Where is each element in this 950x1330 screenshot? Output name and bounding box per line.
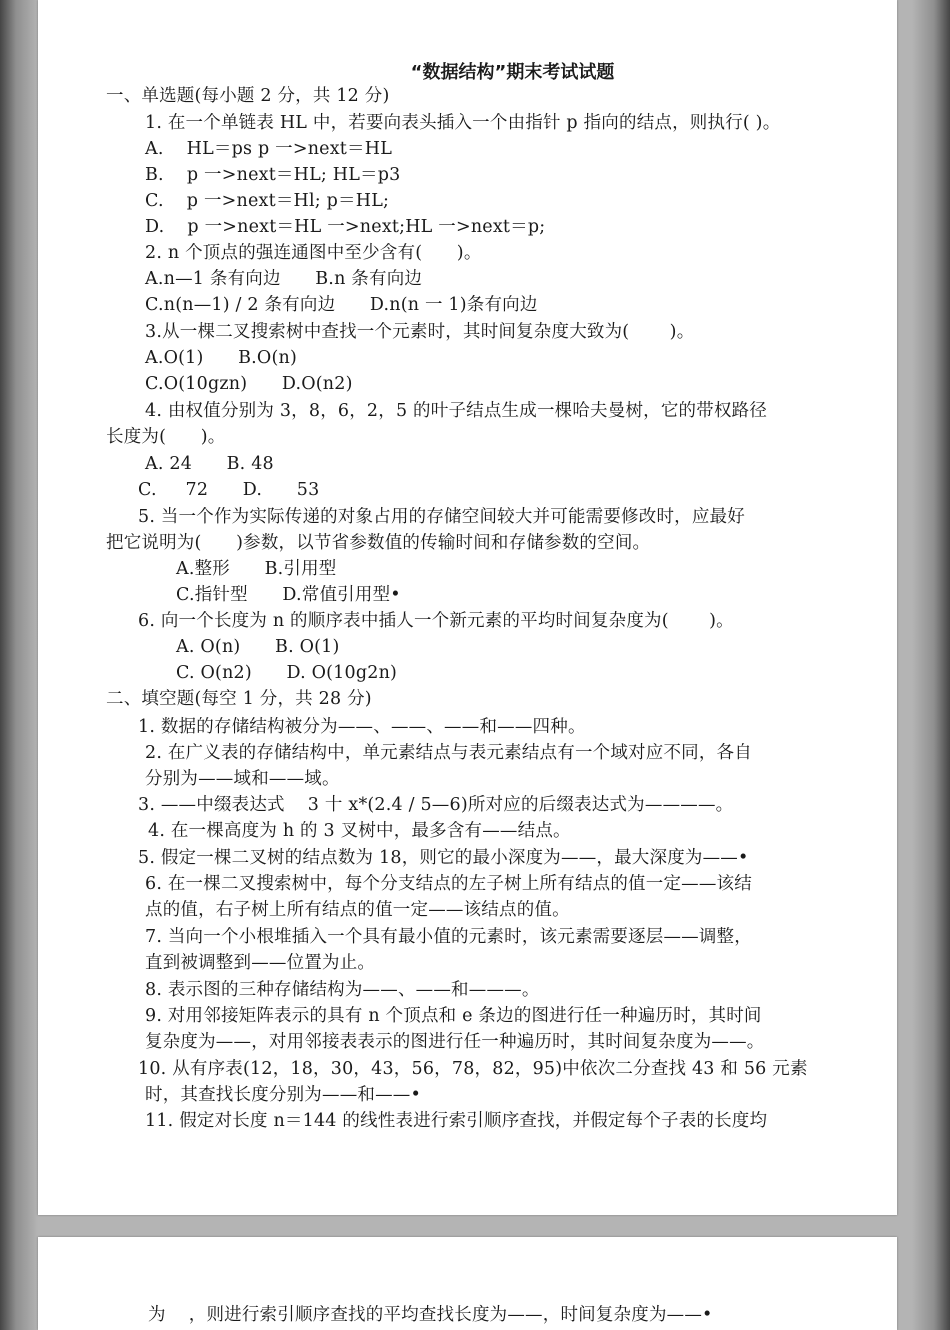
q6-options-cd: C. O(n2) D. O(10g2n) <box>176 663 398 683</box>
fill-q3: 3. ——中缀表达式 3 十 x*(2.4 / 5—6)所对应的后缀表达式为————。 <box>138 795 734 815</box>
q2-options-ab: A.n—1 条有向边 B.n 条有向边 <box>145 269 423 289</box>
fill-q8: 8. 表示图的三种存储结构为——、——和———。 <box>145 980 540 1000</box>
q5-options-cd: C.指针型 D.常值引用型• <box>176 585 401 605</box>
fill-q11-line-2: 为 ，则进行索引顺序查找的平均查找长度为——，时间复杂度为——• <box>148 1305 713 1325</box>
fill-q9-line-2: 复杂度为——，对用邻接表表示的图进行任一种遍历时，其时间复杂度为——。 <box>145 1032 765 1052</box>
q2-stem: 2. n 个顶点的强连通图中至少含有( )。 <box>145 243 482 263</box>
section-2-heading: 二、填空题(每空 1 分，共 28 分) <box>106 689 372 709</box>
q6-stem: 6. 向一个长度为 n 的顺序表中插人一个新元素的平均时间复杂度为( )。 <box>138 611 734 631</box>
q1-option-a: A. HL＝ps p 一>next＝HL <box>145 139 393 159</box>
q3-options-ab: A.O(1) B.O(n) <box>145 348 298 368</box>
q2-options-cd: C.n(n—1) / 2 条有向边 D.n(n 一 1)条有向边 <box>145 295 538 315</box>
fill-q5: 5. 假定一棵二叉树的结点数为 18，则它的最小深度为——，最大深度为——• <box>138 848 749 868</box>
q6-options-ab: A. O(n) B. O(1) <box>176 637 340 657</box>
q1-option-c: C. p 一>next＝Hl; p＝HL; <box>145 191 390 211</box>
exam-page-1 <box>38 0 897 1215</box>
section-1-heading: 一、单选题(每小题 2 分，共 12 分) <box>106 86 390 106</box>
fill-q1: 1. 数据的存储结构被分为——、——、——和——四种。 <box>138 717 586 737</box>
q1-option-b: B. p 一>next＝HL; HL＝p3 <box>145 165 401 185</box>
fill-q10-line-1: 10. 从有序表(12，18，30，43，56，78，82，95)中依次二分查找 43 和 56 元素 <box>138 1059 808 1079</box>
fill-q7-line-1: 7. 当向一个小根堆插入一个具有最小值的元素时，该元素需要逐层——调整， <box>145 927 752 947</box>
fill-q7-line-2: 直到被调整到——位置为止。 <box>145 953 376 973</box>
q4-options-ab: A. 24 B. 48 <box>145 454 274 474</box>
fill-q2-line-1: 2. 在广义表的存储结构中，单元素结点与表元素结点有一个域对应不同，各自 <box>145 743 752 763</box>
q4-stem-line-2: 长度为( )。 <box>106 427 226 447</box>
fill-q2-line-2: 分别为——域和——域。 <box>145 769 340 789</box>
fill-q11-line-1: 11. 假定对长度 n＝144 的线性表进行索引顺序查找，并假定每个子表的长度均 <box>145 1111 768 1131</box>
q3-options-cd: C.O(10gzn) D.O(n2) <box>145 374 353 394</box>
exam-title: “数据结构”期末考试试题 <box>410 62 615 83</box>
q1-stem: 1. 在一个单链表 HL 中，若要向表头插入一个由指针 p 指向的结点，则执行( )。 <box>145 113 781 133</box>
q3-stem: 3.从一棵二叉搜索树中查找一个元素时，其时间复杂度大致为( )。 <box>145 322 695 342</box>
q5-options-ab: A.整形 B.引用型 <box>176 559 337 579</box>
fill-q10-line-2: 时，其查找长度分别为——和——• <box>145 1085 422 1105</box>
fill-q9-line-1: 9. 对用邻接矩阵表示的具有 n 个顶点和 e 条边的图进行任一种遍历时，其时间 <box>145 1006 762 1026</box>
q5-stem-line-2: 把它说明为( )参数，以节省参数值的传输时间和存储参数的空间。 <box>106 533 651 553</box>
fill-q4: 4. 在一棵高度为 h 的 3 叉树中，最多含有——结点。 <box>148 821 571 841</box>
q4-options-cd: C. 72 D. 53 <box>138 480 320 500</box>
fill-q6-line-2: 点的值，右子树上所有结点的值一定——该结点的值。 <box>145 900 570 920</box>
exam-page-2 <box>38 1237 897 1330</box>
q1-option-d: D. p 一>next＝HL 一>next;HL 一>next＝p; <box>145 217 546 237</box>
q5-stem-line-1: 5. 当一个作为实际传递的对象占用的存储空间较大并可能需要修改时，应最好 <box>138 507 745 527</box>
fill-q6-line-1: 6. 在一棵二叉搜索树中，每个分支结点的左子树上所有结点的值一定——该结 <box>145 874 752 894</box>
q4-stem-line-1: 4. 由权值分别为 3，8，6，2，5 的叶子结点生成一棵哈夫曼树，它的带权路径 <box>145 401 768 421</box>
